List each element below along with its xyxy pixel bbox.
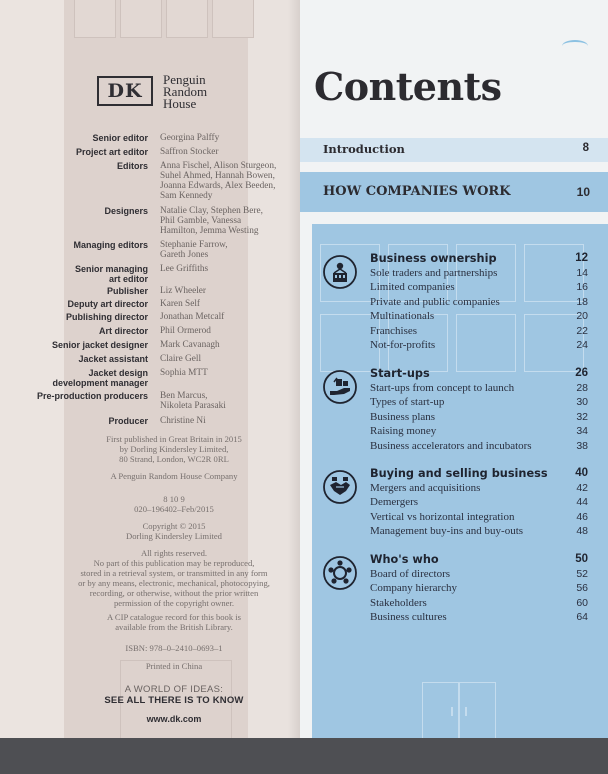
credit-names: Ben Marcus, Nikoleta Parasaki [160,391,226,411]
credit-role: Designers [104,206,148,216]
background-window-pane [166,0,208,38]
toc-chapter-title[interactable]: Buying and selling business 40 [370,467,588,480]
toc-entry[interactable]: Company hierarchy 56 [370,582,588,595]
website-url: www.dk.com [146,714,202,724]
toc-page-number: 38 [576,439,588,452]
toc-entry[interactable]: Franchises 22 [370,324,588,337]
toc-page-number: 56 [576,582,588,595]
publisher-slogan: A WORLD OF IDEAS: SEE ALL THERE IS TO KNOW [104,684,244,706]
toc-introduction-label: Introduction [323,142,405,156]
toc-part-heading[interactable] [300,172,608,212]
credit-role: Project art editor [75,147,148,157]
credit-names: Natalie Clay, Stephen Bere, Phil Gamble, Vanessa Hamilton, Jemma Westing [160,206,263,236]
toc-entry[interactable]: Business plans 32 [370,410,588,423]
toc-entry[interactable]: Demergers 44 [370,496,588,509]
toc-page-number: 32 [576,410,588,423]
background-door [422,682,496,738]
toc-page-number: 24 [576,339,588,351]
dk-logo-mark: DK [97,76,153,106]
toc-entry[interactable]: Not-for-profits 24 [370,339,588,351]
page-title: Contents [314,64,502,109]
toc-part-label: HOW COMPANIES WORK [323,184,511,199]
toc-chapter-title[interactable]: Business ownership 12 [370,252,588,265]
toc-page-number: 42 [576,482,588,494]
credit-role: Jacket assistant [78,354,148,364]
imprint-block: A CIP catalogue record for this book is available from the British Library. [106,612,242,632]
toc-entry[interactable]: Business accelerators and incubators 38 [370,439,588,452]
credit-names: Phil Ormerod [160,326,211,336]
credit-role: Publisher [106,286,148,296]
toc-page-number: 8 [582,142,589,154]
toc-introduction[interactable] [300,138,608,162]
toc-page-number: 34 [576,425,588,438]
credit-names: Sophia MTT [160,368,208,378]
credit-names: Christine Ni [160,416,206,426]
publisher-name: Penguin Random House [163,72,208,111]
credit-role: Pre-production producers [36,391,148,401]
toc-entry[interactable]: Raising money 34 [370,425,588,438]
credit-role: Jacket design development manager [52,368,148,388]
credit-names: Lee Griffiths [160,264,209,274]
toc-page-number: 44 [576,496,588,509]
decorative-arc [562,40,588,52]
toc-page-number: 20 [576,310,588,323]
toc-entry[interactable]: Board of directors 52 [370,568,588,580]
toc-page-number: 40 [575,467,588,479]
credit-names: Liz Wheeler [160,286,207,296]
toc-page-number: 52 [576,568,588,580]
toc-entry[interactable]: Types of start-up 30 [370,396,588,409]
toc-page-number: 18 [576,295,588,308]
imprint-block: First published in Great Britain in 2015 by Dorling Kindersley Limited, 80 Strand, London, WC2R 0RL [106,434,242,464]
toc-page-number: 64 [576,611,588,624]
toc-entry[interactable]: Mergers and acquisitions 42 [370,482,588,494]
credit-role: Managing editors [73,240,148,250]
background-window-pane [212,0,254,38]
imprint-block: A Penguin Random House Company [110,471,238,481]
background-window-pane [74,0,116,38]
credit-role: Senior managing art editor [74,264,148,284]
toc-entry[interactable]: Business cultures 64 [370,611,588,624]
scan-background [0,738,608,774]
credit-names: Anna Fischel, Alison Sturgeon, Suhel Ahmed, Hannah Bowen, Joanna Edwards, Alex Beeden, Sam Kennedy [160,161,277,201]
toc-page-number: 50 [575,553,588,565]
toc-page-number: 28 [576,382,588,394]
toc-page-number: 12 [575,252,588,264]
credit-role: Senior editor [92,133,148,143]
toc-entry[interactable]: Sole traders and partnerships 14 [370,267,588,279]
imprint-block: Printed in China [145,661,203,671]
toc-entry[interactable]: Vertical vs horizontal integration 46 [370,510,588,523]
credit-names: Saffron Stocker [160,147,219,157]
toc-entry[interactable]: Stakeholders 60 [370,596,588,609]
ownership-icon [322,254,358,290]
credit-names: Mark Cavanagh [160,340,220,350]
handshake-icon [322,469,358,505]
toc-page-number: 14 [576,267,588,279]
background-window-pane [120,0,162,38]
credit-names: Stephanie Farrow, Gareth Jones [160,240,228,260]
publisher-logo [97,72,237,111]
toc-chapter-title[interactable]: Start-ups 26 [370,367,588,380]
start-up-hand-icon [322,369,358,405]
imprint-block: All rights reserved. No part of this publication may be reproduced, stored in a retrieval system, or transmitted in any form or by any means, electronic, mechanical, photocopying, recording, or otherwise, without the prior written permission of the copyright owner. [78,548,270,608]
toc-page-number: 48 [576,525,588,538]
imprint-block: Copyright © 2015 Dorling Kindersley Limited [126,521,222,541]
toc-entry[interactable]: Private and public companies 18 [370,295,588,308]
toc-page-number: 22 [576,324,588,337]
credit-role: Deputy art director [67,299,148,309]
toc-entry[interactable]: Multinationals 20 [370,310,588,323]
people-network-icon [322,555,358,591]
credit-role: Producer [108,416,148,426]
imprint-block: ISBN: 978–0–2410–0693–1 [125,643,223,653]
credit-role: Editors [116,161,148,171]
toc-page-number: 60 [576,596,588,609]
toc-entry[interactable]: Management buy-ins and buy-outs 48 [370,525,588,538]
credit-role: Art director [98,326,148,336]
credit-role: Publishing director [65,312,148,322]
toc-chapter-title[interactable]: Who's who 50 [370,553,588,566]
imprint-block: 8 10 9 020–196402–Feb/2015 [134,494,214,514]
toc-entry[interactable]: Start-ups from concept to launch 28 [370,382,588,394]
toc-entry[interactable]: Limited companies 16 [370,281,588,294]
toc-page-number: 16 [576,281,588,294]
credit-names: Jonathan Metcalf [160,312,225,322]
toc-page-number: 26 [575,367,588,379]
credit-names: Karen Self [160,299,201,309]
credit-names: Claire Gell [160,354,202,364]
credit-names: Georgina Palffy [160,133,220,143]
toc-page-number: 10 [576,185,590,199]
credit-role: Senior jacket designer [51,340,148,350]
toc-page-number: 46 [576,510,588,523]
toc-page-number: 30 [576,396,588,409]
